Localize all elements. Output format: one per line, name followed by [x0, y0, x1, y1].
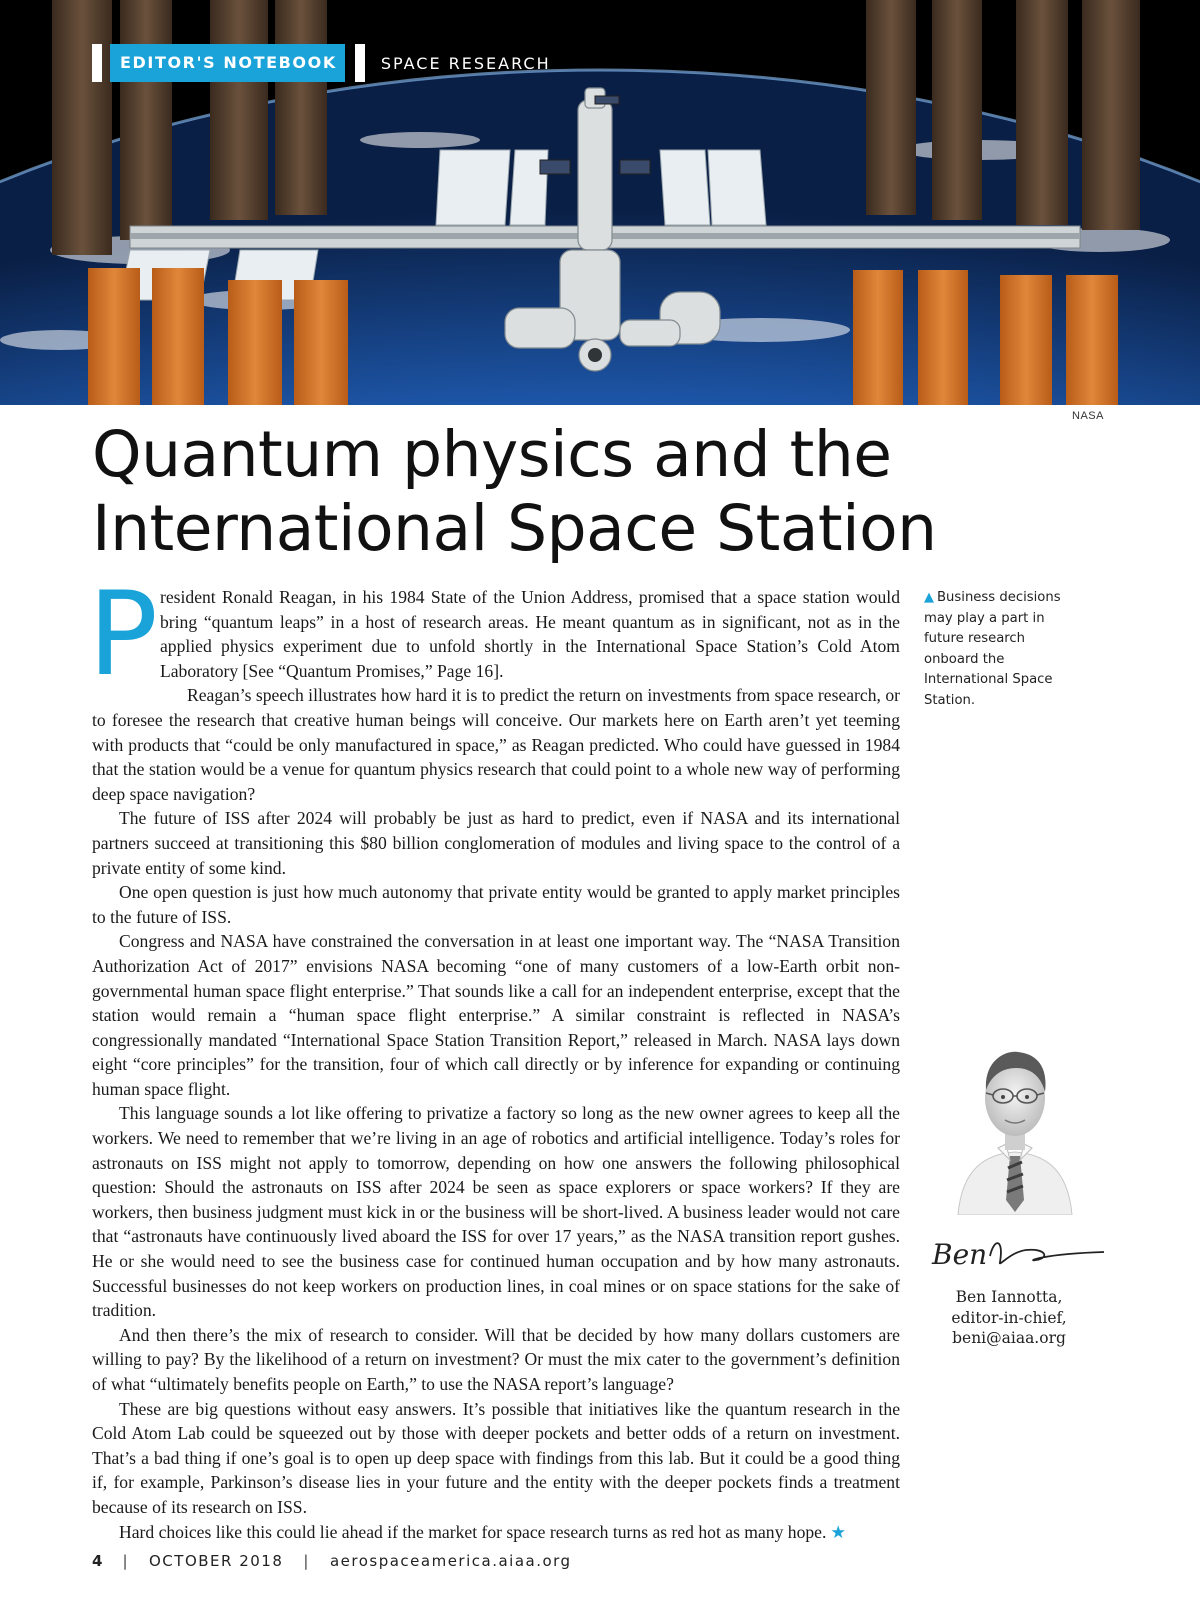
tag-divider-bar — [355, 44, 365, 82]
paragraph-text: Hard choices like this could lie ahead if the market for space research turns as red hot as many hope. — [119, 1521, 827, 1542]
author-portrait — [950, 1040, 1080, 1215]
article-paragraph: These are big questions without easy answers. It’s possible that initiatives like the quantum research in the Cold Atom Lab could be squeezed out by those with deeper pockets and better odds of a return on investment. That’s a bad thing if one’s goal is to open up deep space with findings from this lab. But it could be a good thing if, for example, Parkinson’s disease lies in your future and the entity with the deeper pockets finds a treatment because of its research on ISS. — [92, 1398, 900, 1517]
photo-credit: NASA — [1072, 410, 1104, 422]
tag-divider-bar — [92, 44, 102, 82]
article-title-line-2: International Space Station — [92, 492, 937, 565]
signature-text: Ben — [932, 1238, 988, 1271]
section-tags — [92, 44, 551, 82]
author-name: Ben Iannotta, — [955, 1288, 1063, 1306]
footer-separator: | — [303, 1552, 310, 1570]
article-paragraph: Congress and NASA have constrained the conversation in at least one important way. The “NASA Transition Authorization Act of 2017” envisions NASA becoming “one of many customers of a low-Earth orbit non-governmental human space flight enterprise.” That sounds like a call for an independent enterprise, except that the station would remain a “human space flight enterprise.” A similar constraint is reflected in NASA’s congressionally mandated “International Space Station Transition Report,” released in March. NASA lays down eight “core principles” for the transition, four of which call directly or by inference for expanding or continuing human space flight. — [92, 931, 900, 1099]
drop-cap: P — [88, 567, 158, 702]
article-paragraph: And then there’s the mix of research to consider. Will that be decided by how many dollars customers are willing to pay? By the likelihood of a return on investment? Or must the mix cater to the government’s definition of what “ultimately benefits people on Earth,” to use the NASA report’s language? — [92, 1324, 900, 1394]
caption-triangle-icon: ▲ — [924, 590, 934, 605]
author-email[interactable]: beni@aiaa.org — [952, 1329, 1066, 1347]
author-signature — [930, 1232, 1105, 1276]
author-title: editor-in-chief, — [951, 1308, 1067, 1327]
section-tag-space-research: SPACE RESEARCH — [380, 53, 551, 73]
article-body — [88, 567, 900, 1544]
article-paragraph — [88, 567, 900, 702]
article-paragraph — [92, 1520, 900, 1545]
section-tag-editors-notebook: EDITOR'S NOTEBOOK — [110, 44, 345, 82]
page-footer — [92, 1552, 572, 1570]
author-block — [924, 1287, 1094, 1349]
website-link[interactable]: aerospaceamerica.aiaa.org — [329, 1552, 572, 1570]
article-paragraph: The future of ISS after 2024 will probably be just as hard to predict, even if NASA and its international partners succeed at transitioning this $80 billion conglomeration of modules and living space to the control of a private entity of some kind. — [92, 808, 900, 878]
caption-text: Business decisions may play a part in future research onboard the International Space Station. — [924, 590, 1061, 708]
article-title-line-1: Quantum physics and the — [92, 418, 892, 491]
footer-separator: | — [122, 1552, 129, 1570]
article-paragraph: Reagan’s speech illustrates how hard it is to predict the return on investments from space research, or to foresee the research that creative human beings will conceive. Our markets here on Earth aren’t yet teeming with products that “could be only manufactured in space,” as Reagan predicted. Who could have guessed in 1984 that the station would be a venue for quantum physics research that could point to a whole new way of performing deep space navigation? — [92, 685, 900, 804]
article-paragraph: One open question is just how much autonomy that private entity would be granted to apply market principles to the future of ISS. — [92, 882, 900, 927]
issue-date: OCTOBER 2018 — [149, 1552, 284, 1570]
hero-photo — [0, 0, 1200, 405]
photo-caption — [924, 588, 1074, 711]
article-paragraph: This language sounds a lot like offering to privatize a factory so long as the new owner agrees to keep all the workers. We need to remember that we’re living in an age of robotics and artificial intelligence. Today’s roles for astronauts on ISS might not apply to tomorrow, depending on how one answers the following philosophical question: Should the astronauts on ISS after 2024 be seen as space explorers or space workers? If they are workers, then business judgment must kick in or the business will be short-lived. A business leader would not care that “astronauts have continuously lived aboard the ISS for over 17 years,” as the NASA transition report gushes. He or she would need to see the business case for continued human occupation and by how many astronauts. Successful businesses do not keep workers on production lines, in coal mines or on space stations for the sake of tradition. — [92, 1103, 900, 1321]
article-title — [92, 418, 937, 566]
end-star-icon: ★ — [830, 1521, 847, 1542]
paragraph-text: resident Ronald Reagan, in his 1984 State of the Union Address, promised that a space station would bring “quantum leaps” in a host of research areas. He meant quantum as in significant, not as in the applied physics experiment due to unfold shortly in the International Space Station’s Cold Atom Laboratory [See “Quantum Promises,” Page 16]. — [160, 587, 900, 681]
page-number: 4 — [92, 1552, 103, 1570]
